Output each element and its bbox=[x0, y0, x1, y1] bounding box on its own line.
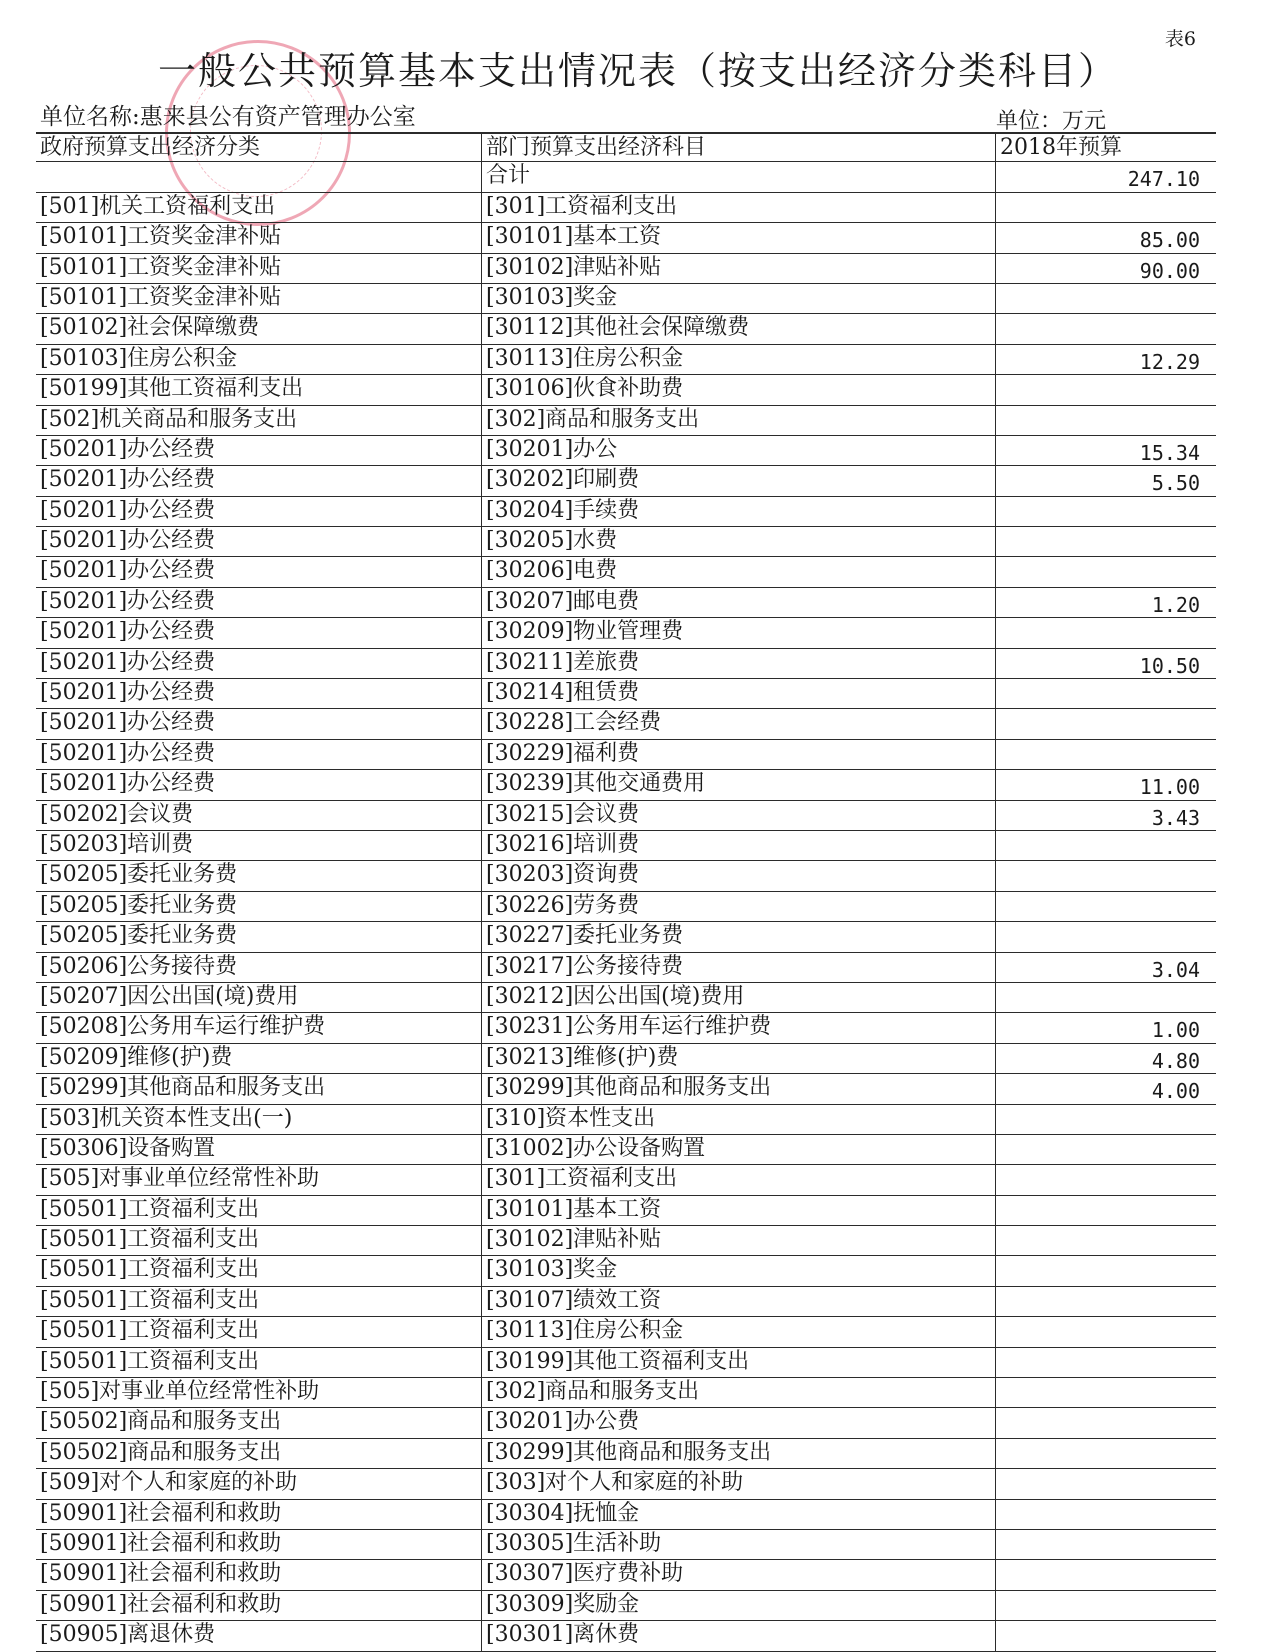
table-row bbox=[36, 1560, 1216, 1590]
gov-cell: [50203]培训费 bbox=[36, 831, 482, 860]
table-row bbox=[36, 1013, 1216, 1043]
dept-cell: [30204]手续费 bbox=[482, 497, 996, 526]
table-row bbox=[36, 375, 1216, 405]
dept-cell: [30216]培训费 bbox=[482, 831, 996, 860]
amount-cell: 3.43 bbox=[1151, 805, 1200, 830]
currency-unit: 单位：万元 bbox=[996, 109, 1107, 134]
amount-cell bbox=[996, 1226, 1216, 1255]
dept-cell: [30211]差旅费 bbox=[482, 649, 996, 678]
table-row bbox=[36, 345, 1216, 375]
amount-cell bbox=[996, 557, 1216, 586]
amount-cell bbox=[996, 1408, 1216, 1437]
table-row bbox=[36, 1135, 1216, 1165]
amount-cell: 12.29 bbox=[1139, 349, 1200, 374]
amount-cell bbox=[996, 284, 1216, 313]
dept-cell: [301]工资福利支出 bbox=[482, 193, 996, 222]
gov-cell: [50205]委托业务费 bbox=[36, 922, 482, 951]
dept-cell: [30207]邮电费 bbox=[482, 588, 996, 617]
table-row bbox=[36, 740, 1216, 770]
amount-cell bbox=[996, 679, 1216, 708]
gov-cell: [50205]委托业务费 bbox=[36, 892, 482, 921]
table-row bbox=[36, 406, 1216, 436]
gov-cell: [50201]办公经费 bbox=[36, 466, 482, 495]
table-row bbox=[36, 709, 1216, 739]
gov-cell: [50901]社会福利和救助 bbox=[36, 1530, 482, 1559]
amount-cell bbox=[996, 740, 1216, 769]
gov-cell: [502]机关商品和服务支出 bbox=[36, 406, 482, 435]
amount-cell: 85.00 bbox=[1139, 228, 1200, 253]
dept-cell: [30309]奖励金 bbox=[482, 1591, 996, 1620]
amount-cell bbox=[996, 892, 1216, 921]
table-row bbox=[36, 649, 1216, 679]
table-row bbox=[36, 831, 1216, 861]
table-row bbox=[36, 801, 1216, 831]
table-row bbox=[36, 436, 1216, 466]
amount-cell bbox=[996, 1591, 1216, 1620]
table-row bbox=[36, 1469, 1216, 1499]
amount-cell bbox=[996, 1317, 1216, 1346]
gov-cell: [505]对事业单位经常性补助 bbox=[36, 1165, 482, 1194]
dept-cell: [30102]津贴补贴 bbox=[482, 254, 996, 283]
gov-cell: [50501]工资福利支出 bbox=[36, 1317, 482, 1346]
page-title: 一般公共预算基本支出情况表（按支出经济分类科目） bbox=[157, 49, 1118, 93]
dept-cell: [30301]离休费 bbox=[482, 1621, 996, 1650]
table-row bbox=[36, 193, 1216, 223]
table-row bbox=[36, 618, 1216, 648]
dept-cell: [30101]基本工资 bbox=[482, 1196, 996, 1225]
dept-cell: [30201]办公 bbox=[482, 436, 996, 465]
gov-cell: [50306]设备购置 bbox=[36, 1135, 482, 1164]
dept-cell: [30203]资询费 bbox=[482, 861, 996, 890]
dept-cell: [301]工资福利支出 bbox=[482, 1165, 996, 1194]
amount-cell bbox=[996, 314, 1216, 343]
amount-cell bbox=[996, 1378, 1216, 1407]
gov-cell: [50201]办公经费 bbox=[36, 679, 482, 708]
dept-cell: [30106]伙食补助费 bbox=[482, 375, 996, 404]
table-row bbox=[36, 1621, 1216, 1651]
gov-cell: [50201]办公经费 bbox=[36, 740, 482, 769]
total-row bbox=[36, 162, 1216, 192]
amount-cell bbox=[996, 831, 1216, 860]
header-budget-2018: 2018年预算 bbox=[1000, 135, 1122, 160]
gov-cell: [50901]社会福利和救助 bbox=[36, 1560, 482, 1589]
gov-cell: [50199]其他工资福利支出 bbox=[36, 375, 482, 404]
gov-cell: [50101]工资奖金津补贴 bbox=[36, 223, 482, 252]
gov-cell: [50201]办公经费 bbox=[36, 588, 482, 617]
dept-cell: [30205]水费 bbox=[482, 527, 996, 556]
gov-cell: [50501]工资福利支出 bbox=[36, 1256, 482, 1285]
table-body bbox=[36, 193, 1216, 1652]
table-row bbox=[36, 1074, 1216, 1104]
dept-cell: [30215]会议费 bbox=[482, 801, 996, 830]
gov-cell: [50209]维修(护)费 bbox=[36, 1044, 482, 1073]
table-row bbox=[36, 1105, 1216, 1135]
table-row bbox=[36, 1287, 1216, 1317]
amount-cell bbox=[996, 1469, 1216, 1498]
gov-cell: [50201]办公经费 bbox=[36, 709, 482, 738]
gov-cell: [503]机关资本性支出(一) bbox=[36, 1105, 482, 1134]
table-row bbox=[36, 1317, 1216, 1347]
total-gov-cell bbox=[36, 162, 482, 191]
gov-cell: [50901]社会福利和救助 bbox=[36, 1500, 482, 1529]
gov-cell: [50901]社会福利和救助 bbox=[36, 1591, 482, 1620]
gov-cell: [50208]公务用车运行维护费 bbox=[36, 1013, 482, 1042]
dept-cell: [30226]劳务费 bbox=[482, 892, 996, 921]
amount-cell bbox=[996, 922, 1216, 951]
amount-cell bbox=[996, 1348, 1216, 1377]
amount-cell: 90.00 bbox=[1139, 258, 1200, 283]
gov-cell: [50501]工资福利支出 bbox=[36, 1226, 482, 1255]
amount-cell bbox=[996, 709, 1216, 738]
table-row bbox=[36, 1439, 1216, 1469]
gov-cell: [50202]会议费 bbox=[36, 801, 482, 830]
amount-cell: 3.04 bbox=[1151, 957, 1200, 982]
amount-cell bbox=[996, 497, 1216, 526]
gov-cell: [50501]工资福利支出 bbox=[36, 1287, 482, 1316]
gov-cell: [50102]社会保障缴费 bbox=[36, 314, 482, 343]
amount-cell: 1.00 bbox=[1151, 1018, 1200, 1043]
table-header bbox=[36, 132, 1216, 162]
dept-cell: [30212]因公出国(境)费用 bbox=[482, 983, 996, 1012]
gov-cell: [50206]公务接待费 bbox=[36, 953, 482, 982]
amount-cell bbox=[996, 1530, 1216, 1559]
table-row bbox=[36, 527, 1216, 557]
gov-cell: [50299]其他商品和服务支出 bbox=[36, 1074, 482, 1103]
table-row bbox=[36, 314, 1216, 344]
gov-cell: [50502]商品和服务支出 bbox=[36, 1408, 482, 1437]
gov-cell: [50103]住房公积金 bbox=[36, 345, 482, 374]
table-row bbox=[36, 953, 1216, 983]
amount-cell bbox=[996, 1196, 1216, 1225]
gov-cell: [501]机关工资福利支出 bbox=[36, 193, 482, 222]
gov-cell: [50501]工资福利支出 bbox=[36, 1196, 482, 1225]
dept-cell: [30199]其他工资福利支出 bbox=[482, 1348, 996, 1377]
header-gov-category: 政府预算支出经济分类 bbox=[36, 134, 482, 161]
gov-cell: [50201]办公经费 bbox=[36, 770, 482, 799]
amount-cell bbox=[996, 861, 1216, 890]
dept-cell: [303]对个人和家庭的补助 bbox=[482, 1469, 996, 1498]
gov-cell: [50201]办公经费 bbox=[36, 618, 482, 647]
dept-cell: [30214]租赁费 bbox=[482, 679, 996, 708]
table-row bbox=[36, 1530, 1216, 1560]
table-row bbox=[36, 1378, 1216, 1408]
dept-cell: [30231]公务用车运行维护费 bbox=[482, 1013, 996, 1042]
dept-cell: [30202]印刷费 bbox=[482, 466, 996, 495]
amount-cell: 11.00 bbox=[1139, 775, 1200, 800]
table-row bbox=[36, 1408, 1216, 1438]
total-value: 247.10 bbox=[1127, 167, 1200, 192]
table-row bbox=[36, 1165, 1216, 1195]
amount-cell bbox=[996, 375, 1216, 404]
dept-cell: [310]资本性支出 bbox=[482, 1105, 996, 1134]
table-number: 表6 bbox=[1164, 28, 1196, 50]
table-row bbox=[36, 497, 1216, 527]
amount-cell bbox=[996, 1560, 1216, 1589]
dept-cell: [30228]工会经费 bbox=[482, 709, 996, 738]
dept-cell: [30103]奖金 bbox=[482, 284, 996, 313]
gov-cell: [50905]离退休费 bbox=[36, 1621, 482, 1650]
amount-cell: 4.00 bbox=[1151, 1079, 1200, 1104]
unit-name: 单位名称:惠来县公有资产管理办公室 bbox=[40, 104, 416, 130]
amount-cell bbox=[996, 1287, 1216, 1316]
gov-cell: [50502]商品和服务支出 bbox=[36, 1439, 482, 1468]
gov-cell: [509]对个人和家庭的补助 bbox=[36, 1469, 482, 1498]
amount-cell bbox=[996, 406, 1216, 435]
table-row bbox=[36, 861, 1216, 891]
dept-cell: [31002]办公设备购置 bbox=[482, 1135, 996, 1164]
gov-cell: [50201]办公经费 bbox=[36, 497, 482, 526]
dept-cell: [30102]津贴补贴 bbox=[482, 1226, 996, 1255]
table-row bbox=[36, 1500, 1216, 1530]
dept-cell: [30103]奖金 bbox=[482, 1256, 996, 1285]
dept-cell: [30201]办公费 bbox=[482, 1408, 996, 1437]
table-row bbox=[36, 892, 1216, 922]
gov-cell: [50501]工资福利支出 bbox=[36, 1348, 482, 1377]
amount-cell: 4.80 bbox=[1151, 1048, 1200, 1073]
amount-cell bbox=[996, 1105, 1216, 1134]
amount-cell bbox=[996, 1135, 1216, 1164]
dept-cell: [30227]委托业务费 bbox=[482, 922, 996, 951]
amount-cell bbox=[996, 1165, 1216, 1194]
dept-cell: [30217]公务接待费 bbox=[482, 953, 996, 982]
header-dept-item: 部门预算支出经济科目 bbox=[482, 134, 996, 161]
dept-cell: [30209]物业管理费 bbox=[482, 618, 996, 647]
amount-cell bbox=[996, 618, 1216, 647]
gov-cell: [50201]办公经费 bbox=[36, 557, 482, 586]
dept-cell: [30304]抚恤金 bbox=[482, 1500, 996, 1529]
dept-cell: [30239]其他交通费用 bbox=[482, 770, 996, 799]
amount-cell bbox=[996, 1621, 1216, 1650]
table-row bbox=[36, 1591, 1216, 1621]
table-row bbox=[36, 983, 1216, 1013]
amount-cell bbox=[996, 1256, 1216, 1285]
amount-cell bbox=[996, 983, 1216, 1012]
table-row bbox=[36, 1044, 1216, 1074]
table-row bbox=[36, 588, 1216, 618]
total-label: 合计 bbox=[482, 162, 996, 191]
dept-cell: [30213]维修(护)费 bbox=[482, 1044, 996, 1073]
table-row bbox=[36, 1226, 1216, 1256]
table-row bbox=[36, 679, 1216, 709]
dept-cell: [30107]绩效工资 bbox=[482, 1287, 996, 1316]
dept-cell: [30307]医疗费补助 bbox=[482, 1560, 996, 1589]
budget-table bbox=[36, 132, 1216, 1652]
amount-cell: 1.20 bbox=[1151, 592, 1200, 617]
dept-cell: [30113]住房公积金 bbox=[482, 1317, 996, 1346]
dept-cell: [30112]其他社会保障缴费 bbox=[482, 314, 996, 343]
amount-cell bbox=[996, 193, 1216, 222]
table-row bbox=[36, 922, 1216, 952]
table-row bbox=[36, 770, 1216, 800]
table-row bbox=[36, 1196, 1216, 1226]
table-row bbox=[36, 466, 1216, 496]
dept-cell: [30101]基本工资 bbox=[482, 223, 996, 252]
amount-cell bbox=[996, 1500, 1216, 1529]
gov-cell: [50101]工资奖金津补贴 bbox=[36, 254, 482, 283]
amount-cell: 10.50 bbox=[1139, 653, 1200, 678]
amount-cell: 15.34 bbox=[1139, 440, 1200, 465]
table-row bbox=[36, 1348, 1216, 1378]
gov-cell: [50201]办公经费 bbox=[36, 649, 482, 678]
gov-cell: [50201]办公经费 bbox=[36, 436, 482, 465]
table-row bbox=[36, 284, 1216, 314]
table-row bbox=[36, 223, 1216, 253]
dept-cell: [30299]其他商品和服务支出 bbox=[482, 1439, 996, 1468]
dept-cell: [30206]电费 bbox=[482, 557, 996, 586]
gov-cell: [50201]办公经费 bbox=[36, 527, 482, 556]
gov-cell: [50205]委托业务费 bbox=[36, 861, 482, 890]
table-row bbox=[36, 254, 1216, 284]
table-row bbox=[36, 1256, 1216, 1286]
gov-cell: [50101]工资奖金津补贴 bbox=[36, 284, 482, 313]
amount-cell: 5.50 bbox=[1151, 471, 1200, 496]
dept-cell: [30299]其他商品和服务支出 bbox=[482, 1074, 996, 1103]
table-row bbox=[36, 557, 1216, 587]
amount-cell bbox=[996, 1439, 1216, 1468]
gov-cell: [505]对事业单位经常性补助 bbox=[36, 1378, 482, 1407]
dept-cell: [30113]住房公积金 bbox=[482, 345, 996, 374]
dept-cell: [30305]生活补助 bbox=[482, 1530, 996, 1559]
dept-cell: [302]商品和服务支出 bbox=[482, 406, 996, 435]
dept-cell: [302]商品和服务支出 bbox=[482, 1378, 996, 1407]
dept-cell: [30229]福利费 bbox=[482, 740, 996, 769]
gov-cell: [50207]因公出国(境)费用 bbox=[36, 983, 482, 1012]
amount-cell bbox=[996, 527, 1216, 556]
